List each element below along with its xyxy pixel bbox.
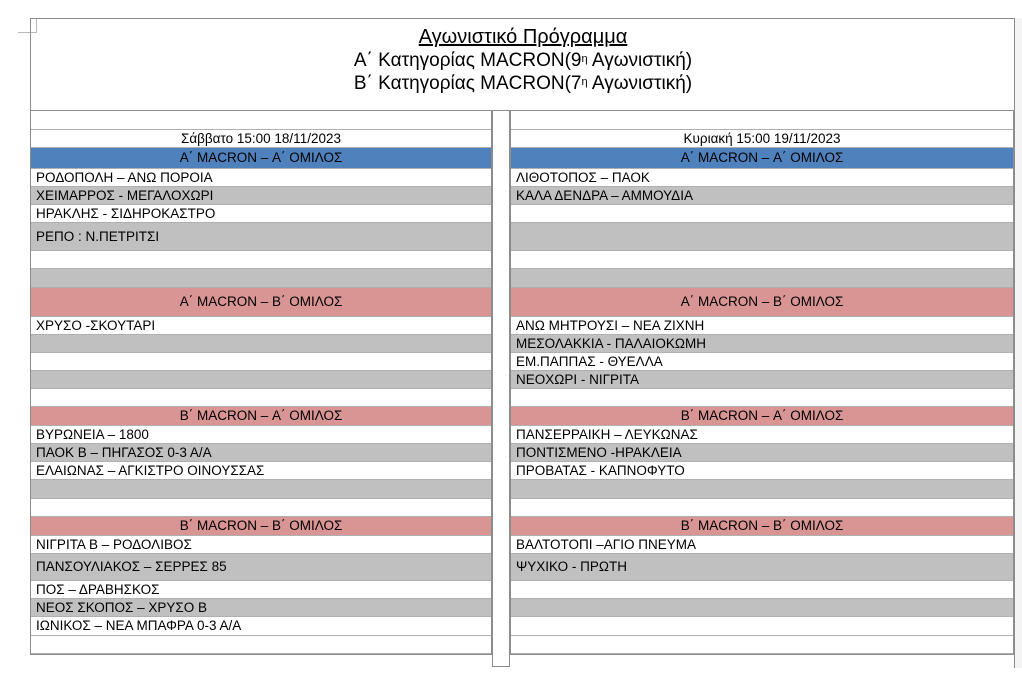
match-row: ΝΙΓΡΙΤΑ Β – ΡΟΔΟΛΙΒΟΣ	[31, 536, 491, 554]
match-row: ΝΕΟΣ ΣΚΟΠΟΣ – ΧΡΥΣΟ Β	[31, 599, 491, 617]
empty-row	[31, 480, 491, 499]
subtitle-category-b	[31, 72, 1015, 95]
match-row: ΠΟΣ – ΔΡΑΒΗΣΚΟΣ	[31, 581, 491, 599]
empty-row	[511, 581, 1013, 599]
page-right-edge	[1014, 18, 1022, 668]
subtitle-a-post: Αγωνιστική)	[587, 50, 693, 71]
subtitle-b-sup: η	[581, 76, 588, 88]
match-row: ΙΩΝΙΚΟΣ – ΝΕΑ ΜΠΑΦΡΑ 0-3 Α/Α	[31, 617, 491, 636]
subtitle-a-text: Α΄ Κατηγορίας MACRON(9	[353, 50, 582, 71]
empty-row	[31, 269, 491, 288]
group-header-row: Β΄ MACRON – Α΄ ΟΜΙΛΟΣ	[511, 407, 1013, 426]
match-row: ΑΝΩ ΜΗΤΡΟΥΣΙ – ΝΕΑ ΖΙΧΝΗ	[511, 317, 1013, 335]
empty-row	[31, 111, 491, 130]
empty-row	[511, 251, 1013, 269]
empty-row	[511, 636, 1013, 654]
column-separator	[492, 110, 510, 667]
sunday-schedule-column	[510, 110, 1014, 655]
group-header-row: Α΄ MACRON – Β΄ ΟΜΙΛΟΣ	[31, 288, 491, 317]
match-row: ΡΕΠΟ : Ν.ΠΕΤΡΙΤΣΙ	[31, 223, 491, 251]
match-row: ΡΟΔΟΠΟΛΗ – ΑΝΩ ΠΟΡΟΙΑ	[31, 169, 491, 187]
date-row: Σάββατο 15:00 18/11/2023	[31, 130, 491, 148]
empty-row	[31, 353, 491, 371]
subtitle-a-sup: η	[581, 53, 588, 65]
empty-row	[31, 636, 491, 654]
match-row: ΕΛΑΙΩΝΑΣ – ΑΓΚΙΣΤΡΟ ΟΙΝΟΥΣΣΑΣ	[31, 462, 491, 480]
empty-row	[31, 371, 491, 389]
match-row: ΨΥΧΙΚΟ - ΠΡΩΤΗ	[511, 554, 1013, 581]
subtitle-category-a	[31, 49, 1015, 72]
match-row: ΧΡΥΣΟ -ΣΚΟΥΤΑΡΙ	[31, 317, 491, 335]
empty-row	[31, 389, 491, 407]
match-row: ΠΑΟΚ Β – ΠΗΓΑΣΟΣ 0-3 Α/Α	[31, 444, 491, 462]
saturday-schedule-column	[30, 110, 492, 655]
match-row: ΗΡΑΚΛΗΣ - ΣΙΔΗΡΟΚΑΣΤΡΟ	[31, 205, 491, 223]
group-header-row: Β΄ MACRON – Β΄ ΟΜΙΛΟΣ	[31, 517, 491, 536]
match-row: ΜΕΣΟΛΑΚΚΙΑ - ΠΑΛΑΙΟΚΩΜΗ	[511, 335, 1013, 353]
match-row: ΧΕΙΜΑΡΡΟΣ - ΜΕΓΑΛΟΧΩΡΙ	[31, 187, 491, 205]
match-row: ΠΑΝΣΕΡΡΑΙΚΗ – ΛΕΥΚΩΝΑΣ	[511, 426, 1013, 444]
empty-row	[511, 599, 1013, 617]
group-header-row: Β΄ MACRON – Α΄ ΟΜΙΛΟΣ	[31, 407, 491, 426]
empty-row	[31, 335, 491, 353]
match-row: ΠΟΝΤΙΣΜΕΝΟ -ΗΡΑΚΛΕΙΑ	[511, 444, 1013, 462]
document-header	[30, 18, 1016, 111]
match-row: ΒΑΛΤΟΤΟΠΙ –ΑΓΙΟ ΠΝΕΥΜΑ	[511, 536, 1013, 554]
group-header-row: Α΄ MACRON – Α΄ ΟΜΙΛΟΣ	[31, 148, 491, 169]
date-row: Κυριακή 15:00 19/11/2023	[511, 130, 1013, 148]
empty-row	[511, 111, 1013, 130]
subtitle-b-text: Β΄ Κατηγορίας MACRON(7	[353, 73, 582, 94]
empty-row	[511, 389, 1013, 407]
empty-row	[511, 205, 1013, 223]
match-row: ΕΜ.ΠΑΠΠΑΣ - ΘΥΕΛΛΑ	[511, 353, 1013, 371]
empty-row	[511, 223, 1013, 251]
group-header-row: Α΄ MACRON – Β΄ ΟΜΙΛΟΣ	[511, 288, 1013, 317]
match-row: ΚΑΛΑ ΔΕΝΔΡΑ – ΑΜΜΟΥΔΙΑ	[511, 187, 1013, 205]
group-header-row: Β΄ MACRON – Β΄ ΟΜΙΛΟΣ	[511, 517, 1013, 536]
empty-row	[511, 617, 1013, 636]
empty-row	[511, 269, 1013, 288]
subtitle-b-post: Αγωνιστική)	[587, 73, 693, 94]
match-row: ΠΑΝΣΟΥΛΙΑΚΟΣ – ΣΕΡΡΕΣ 85	[31, 554, 491, 581]
empty-row	[511, 499, 1013, 517]
group-header-row: Α΄ MACRON – Α΄ ΟΜΙΛΟΣ	[511, 148, 1013, 169]
match-row: ΝΕΟΧΩΡΙ - ΝΙΓΡΙΤΑ	[511, 371, 1013, 389]
match-row: ΠΡΟΒΑΤΑΣ - ΚΑΠΝΟΦΥΤΟ	[511, 462, 1013, 480]
page-title: Αγωνιστικό Πρόγραμμα	[418, 26, 628, 48]
match-row: ΛΙΘΟΤΟΠΟΣ – ΠΑΟΚ	[511, 169, 1013, 187]
match-row: ΒΥΡΩΝΕΙΑ – 1800	[31, 426, 491, 444]
empty-row	[31, 251, 491, 269]
empty-row	[511, 480, 1013, 499]
empty-row	[31, 499, 491, 517]
